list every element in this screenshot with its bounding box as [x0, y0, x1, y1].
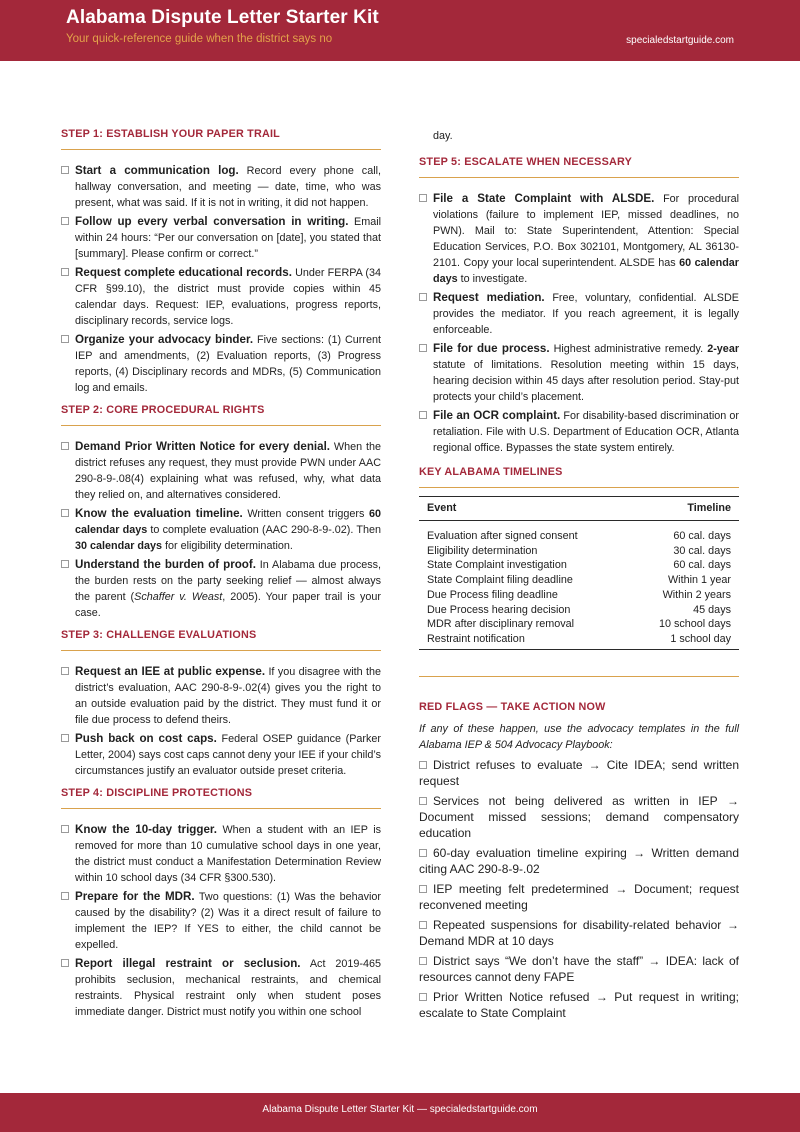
page-header: [0, 0, 800, 61]
table-row: [419, 588, 739, 603]
checkbox-icon[interactable]: [419, 993, 427, 1001]
column-header-timeline: Timeline: [628, 497, 739, 521]
item-title: Follow up every verbal conversation in writing.: [75, 215, 349, 228]
red-flag-text: Prior Written Notice refused → Put request in writing; escalate to State Complaint: [419, 989, 739, 1020]
red-flag-text: Services not being delivered as written in IEP → Document missed sessions; demand compensatory education: [419, 793, 739, 840]
continuation-text: day.: [433, 130, 453, 142]
section-divider: [61, 425, 381, 426]
item-title: Prepare for the MDR.: [75, 890, 195, 903]
checkbox-icon[interactable]: [61, 959, 69, 967]
checkbox-icon[interactable]: [419, 921, 427, 929]
item-text: Under FERPA (34 CFR §99.10), the district must provide copies within 45 calendar days. Request: IEP, evaluations, progress reports, disciplinary records, service logs.: [75, 267, 382, 327]
header-site-link[interactable]: specialedstartguide.com: [626, 35, 734, 46]
red-flag-item: [419, 917, 739, 949]
item-text: , 2005). Your paper trail is your case.: [75, 591, 382, 619]
footer-text: Alabama Dispute Letter Starter Kit — specialedstartguide.com: [262, 1104, 538, 1115]
checkbox-icon[interactable]: [61, 892, 69, 900]
red-flag-text: Repeated suspensions for disability-related behavior → Demand MDR at 10 days: [419, 917, 739, 948]
step-1-heading: STEP 1: ESTABLISH YOUR PAPER TRAIL: [61, 128, 280, 140]
table-row: [419, 544, 739, 559]
red-flag-item: [419, 881, 739, 913]
table-row: [419, 573, 739, 588]
checkbox-icon[interactable]: [419, 885, 427, 893]
item-text: to complete evaluation (AAC 290-8-9-.02). Then: [150, 524, 381, 536]
item-title: Organize your advocacy binder.: [75, 333, 254, 346]
checkbox-icon[interactable]: [61, 217, 69, 225]
checklist-item: [419, 191, 739, 287]
timeline-cell: Within 1 year: [667, 574, 731, 587]
timelines-table: [419, 496, 739, 650]
timeline-cell: 10 school days: [658, 618, 731, 631]
event-cell: Due Process hearing decision: [427, 603, 571, 616]
timeline-cell: 1 school day: [628, 632, 739, 649]
column-header-event: Event: [419, 497, 628, 521]
item-text: Federal OSEP guidance (Parker Letter, 2004) says cost caps cannot deny your IEE if your child’s circumstances justify an evaluator outside preset criteria.: [75, 733, 381, 777]
timeline-cell: 60 cal. days: [673, 559, 731, 572]
item-text: Record every phone call, hallway conversation, and meeting — date, time, who was present, what was said. If it is not in writing, it did not happen.: [75, 165, 381, 209]
step-4-heading: STEP 4: DISCIPLINE PROTECTIONS: [61, 787, 253, 799]
checklist-item: [61, 506, 381, 554]
step-2-heading: STEP 2: CORE PROCEDURAL RIGHTS: [61, 404, 265, 416]
checkbox-icon[interactable]: [61, 166, 69, 174]
item-title: File a State Complaint with ALSDE.: [433, 192, 655, 205]
checklist-item: [61, 822, 381, 886]
timelines-heading: KEY ALABAMA TIMELINES: [419, 466, 563, 478]
item-text: When the district refuses any request, they must provide PWN under AAC 290-8-9-.08(4) explaining what was refused, why, what data they relied on, and alternatives considered.: [75, 441, 382, 501]
item-title: Request complete educational records.: [75, 266, 292, 279]
checklist-item: [419, 290, 739, 338]
checkbox-icon[interactable]: [419, 293, 427, 301]
checkbox-icon[interactable]: [61, 509, 69, 517]
checklist-item: [61, 214, 381, 262]
checkbox-icon[interactable]: [419, 411, 427, 419]
item-text: Email within 24 hours: “Per our conversation on [date], you stated that [summary]. Please confirm or correct.”: [75, 216, 382, 260]
section-divider: [419, 676, 739, 677]
red-flag-text: IEP meeting felt predetermined → Document; request reconvened meeting: [419, 881, 739, 912]
item-text: In Alabama due process, the burden rests on the party seeking relief — almost always the parent (: [75, 559, 382, 603]
checkbox-icon[interactable]: [419, 797, 427, 805]
table-row: [419, 603, 739, 618]
checklist-item: [61, 889, 381, 953]
table-row: [419, 558, 739, 573]
checklist-item: [61, 163, 381, 211]
item-text: Free, voluntary, confidential. ALSDE provides the mediator. If you reach agreement, it is legally enforceable.: [433, 292, 740, 336]
section-divider: [419, 487, 739, 488]
timeline-cell: 30 cal. days: [673, 544, 731, 557]
checklist-item: [61, 731, 381, 779]
item-title: Push back on cost caps.: [75, 732, 217, 745]
item-title: File an OCR complaint.: [433, 409, 561, 422]
checkbox-icon[interactable]: [61, 825, 69, 833]
checkbox-icon[interactable]: [61, 268, 69, 276]
red-flag-item: [419, 845, 739, 877]
item-title: Request mediation.: [433, 291, 545, 304]
event-cell: State Complaint filing deadline: [427, 574, 573, 587]
checklist-item: [61, 265, 381, 329]
left-column: [61, 120, 381, 1023]
item-text: Two questions: (1) Was the behavior caused by the disability? (2) Was it a direct result of failure to implement the IEP? If YES to either, the child cannot be expelled.: [75, 891, 381, 951]
checkbox-icon[interactable]: [61, 442, 69, 450]
item-text: If you disagree with the district’s evaluation, AAC 290-8-9-.02(4) gives you the right to an outside evaluation paid by the district. They must fund it or file due process to defend theirs.: [75, 666, 381, 726]
item-highlight: 30 calendar days: [75, 540, 163, 552]
checklist-item: [61, 956, 381, 1020]
checklist-item: [61, 664, 381, 728]
checkbox-icon[interactable]: [61, 335, 69, 343]
item-highlight: 2-year: [707, 343, 740, 355]
checkbox-icon[interactable]: [61, 560, 69, 568]
item-title: Start a communication log.: [75, 164, 239, 177]
red-flag-item: [419, 793, 739, 841]
red-flag-item: [419, 989, 739, 1021]
item-highlight: 60 calendar days: [433, 257, 739, 285]
item-text: When a student with an IEP is removed for more than 10 cumulative school days in one year, the district must conduct a Manifestation Determination Review within 10 school days (34 CFR §300.530).: [75, 824, 381, 884]
event-cell: Restraint notification: [419, 632, 628, 649]
item-title: Demand Prior Written Notice for every denial.: [75, 440, 331, 453]
section-divider: [61, 650, 381, 651]
event-cell: Eligibility determination: [427, 544, 538, 557]
section-divider: [61, 808, 381, 809]
checklist-item: [61, 439, 381, 503]
timeline-cell: 45 days: [693, 603, 731, 616]
timeline-cell: Within 2 years: [662, 588, 731, 601]
red-flag-text: 60-day evaluation timeline expiring → Written demand citing AAC 290-8-9-.02: [419, 845, 739, 876]
red-flag-item: [419, 757, 739, 789]
item-title: Know the 10-day trigger.: [75, 823, 217, 836]
event-cell: State Complaint investigation: [427, 559, 567, 572]
item-title: File for due process.: [433, 342, 550, 355]
item-title: Understand the burden of proof.: [75, 558, 256, 571]
red-flags-heading: RED FLAGS — TAKE ACTION NOW: [419, 700, 606, 713]
page-subtitle: Your quick-reference guide when the district says no: [66, 33, 333, 45]
event-cell: Evaluation after signed consent: [427, 530, 578, 542]
item-text: statute of limitations. Resolution meeting within 15 days, hearing decision within 45 days after resolution period. Stay-put protects your child’s placement.: [433, 359, 739, 403]
checkbox-icon[interactable]: [419, 194, 427, 202]
item-highlight: 60 calendar days: [75, 508, 382, 536]
page-title: Alabama Dispute Letter Starter Kit: [66, 7, 379, 28]
item-text: to investigate.: [460, 273, 528, 285]
table-header-row: [419, 497, 739, 521]
table-row: [419, 632, 739, 649]
step-5-heading: STEP 5: ESCALATE WHEN NECESSARY: [419, 156, 632, 168]
table-row: [419, 617, 739, 632]
red-flag-text: District says “We don’t have the staff” → IDEA: lack of resources cannot deny FAPE: [419, 953, 739, 984]
checkbox-icon[interactable]: [61, 667, 69, 675]
checklist-item: [419, 341, 739, 405]
item-text: Five sections: (1) Current IEP and amendments, (2) Evaluation reports, (3) Progress reports, (4) Disciplinary records and MDRs, (5) Communication log and emails.: [75, 334, 382, 394]
case-citation: Schaffer v. Weast: [134, 591, 223, 603]
right-column: [419, 122, 739, 1025]
red-flag-item: [419, 953, 739, 985]
item-title: Know the evaluation timeline.: [75, 507, 243, 520]
event-cell: Due Process filing deadline: [427, 588, 558, 601]
red-flags-intro: If any of these happen, use the advocacy templates in the full Alabama IEP & 504 Advocacy Playbook:: [419, 722, 739, 751]
section-divider: [419, 177, 739, 178]
event-cell: MDR after disciplinary removal: [427, 618, 574, 631]
table-row: [419, 521, 739, 544]
item-text: Act 2019-465 prohibits seclusion, mechanical restraints, and chemical restraints. Physical restraint only when student poses immediate danger. District must notify you within one school: [75, 958, 381, 1018]
item-title: Request an IEE at public expense.: [75, 665, 266, 678]
section-divider: [61, 149, 381, 150]
item-text: For procedural violations (failure to implement IEP, missed deadlines, no PWN). Mail to: State Superintendent, Attention: Special Education Services, P.O. Box 302101, Montgomery, AL 36130-2101. Copy your local superintendent. ALSDE has: [433, 193, 739, 269]
checkbox-icon[interactable]: [61, 734, 69, 742]
timeline-cell: 60 cal. days: [673, 530, 731, 542]
checkbox-icon[interactable]: [419, 849, 427, 857]
item-title: Report illegal restraint or seclusion.: [75, 957, 301, 970]
step-3-heading: STEP 3: CHALLENGE EVALUATIONS: [61, 629, 257, 641]
red-flag-text: District refuses to evaluate → Cite IDEA; send written request: [419, 757, 739, 788]
checklist-item: [419, 408, 739, 456]
item-text: For disability-based discrimination or retaliation. File with U.S. Department of Education OCR, Atlanta regional office. Bypasses the state system entirely.: [433, 410, 739, 454]
page-footer: [0, 1093, 800, 1132]
item-text: Written consent triggers: [247, 508, 365, 520]
checkbox-icon[interactable]: [419, 761, 427, 769]
checkbox-icon[interactable]: [419, 344, 427, 352]
checkbox-icon[interactable]: [419, 957, 427, 965]
item-text: Highest administrative remedy.: [553, 343, 704, 355]
item-text: for eligibility determination.: [165, 540, 293, 552]
checklist-item: [61, 332, 381, 396]
checklist-item: [61, 557, 381, 621]
